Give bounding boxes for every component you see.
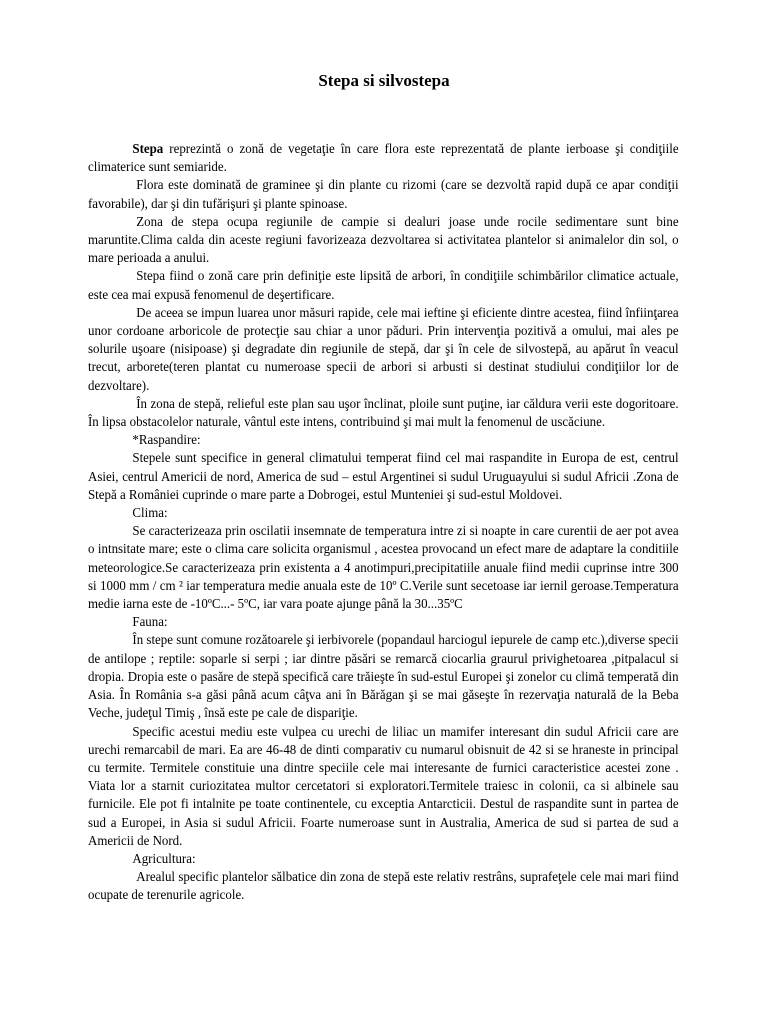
agricultura-text: Arealul specific plantelor sălbatice din zona de stepă este relativ restrâns, suprafeţele cele mai mari fiind ocupate de terenurile agricole.: [88, 869, 679, 903]
intro-bold-term: Stepa: [132, 141, 164, 156]
fauna-text-2: Specific acestui mediu este vulpea cu urechi de liliac un mamifer interesant din sudul Africii care are urechi remarcabil de mari. Ea are 46-48 de dinti comparativ cu numarul obisnuit de 42 si se hraneste in principal cu termite. Termitele constituie una dintre speciile cele mai interesante de furnici caracteristice acestei zone . Viata lor a starnit curiozitatea multor cercetatori si exploratori.Termitele traiesc in colonii, ca si albinele sau furnicile. Ele pot fi intalnite pe toate continentele, cu exceptia Antarcticii. Destul de raspandite sunt in partea de sud a Europei, in Asia si sudul Africii. Foarte numeroase sunt in Australia, America de sud si partea de sud a Americii de Nord.: [88, 723, 679, 848]
document-title: Stepa si silvostepa: [318, 71, 450, 90]
raspandire-label: *Raspandire:: [132, 432, 201, 448]
fauna-label: Fauna:: [132, 614, 168, 630]
clima-text: Se caracterizeaza prin oscilatii insemnate de temperatura intre zi si noapte in care curentii de aer pot avea o intnsitate mare; este o clima care solicita organismul , acestea provocand un efect mare de adaptare la conditiile meteorologice.Se caracterizeaza prin existenta a 4 anotimpuri,precipitatiile anuale fiind medii cuprinse intre 300 si 1000 mm / cm ² iar temperatura medie anuala este de 10º C.Verile sunt secetoase iar iernil geroase.Temperatura medie iarna este de -10ºC...- 5ºC, iar vara poate ajunge până la 30...35ºC: [88, 523, 679, 612]
paragraph-relief: În zona de stepă, relieful este plan sau uşor înclinat, ploile sunt puţine, iar căldura verii este dogoritoare. În lipsa obstacolelor naturale, vântul este intens, contribuind şi mai mult la fenomenul de uscăciune.: [88, 395, 679, 430]
document-body: [88, 140, 679, 905]
paragraph-masuri: De aceea se impun luarea unor măsuri rapide, cele mai ieftine şi eficiente dintre acestea, fiind înfiinţarea unor cordoane arboricole de protecţie sau chiar a unor păduri. Prin intervenţia pozitivă a omului, mai ales pe solurile uşoare (nisipoase) şi degradate din regiunile de stepă, dar şi în cele de silvostepă, au apărut în veacul trecut, arborete(teren plantat cu numeroase specii de arbori si arbusti si destinat studiului condiţiilor lor de dezvoltare).: [88, 304, 679, 393]
paragraph-zona: Zona de stepa ocupa regiunile de campie si dealuri joase unde rocile sedimentare sunt bine maruntite.Clima calda din aceste regiuni favorizeaza dezvoltarea si activitatea plantelor si animalelor din sol, o mare perioada a anului.: [88, 213, 679, 266]
intro-paragraph: [88, 140, 679, 176]
intro-text: reprezintă o zonă de vegetaţie în care flora este reprezentată de plante ierboase şi condiţiile climaterice sunt semiaride.: [88, 141, 679, 175]
agricultura-label: Agricultura:: [132, 850, 196, 866]
clima-label: Clima:: [132, 505, 168, 521]
raspandire-text: Stepele sunt specifice in general climatului temperat fiind cel mai raspandite in Europa de est, centrul Asiei, centrul Americii de nord, America de sud – estul Argentinei si sudul Uruguayului si sudul Africii .Zona de Stepă a României cuprinde o mare parte a Dobrogei, estul Munteniei şi sud-estul Moldovei.: [88, 450, 679, 502]
fauna-text: În stepe sunt comune rozătoarele şi ierbivorele (popandaul harciogul iepurele de camp etc.),diverse specii de antilope ; reptile: soparle si serpi ; iar dintre păsări se remarcă ciocarlia graurul privighetoarea ,pitpalacul si dropia. Dropia este o pasăre de stepă specifică care trăieşte în sud-estul Europei şi zonelor cu climă temperată din Asia. În România s-a găsi până acum câţva ani în Bărăgan şi se mai găseşte în rezervaţia naturală de la Beba Veche, judeţul Timiş , însă este pe cale de dispariţie.: [88, 632, 679, 721]
paragraph-flora: Flora este dominată de graminee şi din plante cu rizomi (care se dezvoltă rapid după ce apar condiţii favorabile), dar şi din tufărişuri şi plante spinoase.: [88, 177, 679, 211]
paragraph-desertificare: Stepa fiind o zonă care prin definiţie este lipsită de arbori, în condiţiile schimbărilor climatice actuale, este cea mai expusă fenomenul de deşertificare.: [88, 268, 679, 302]
